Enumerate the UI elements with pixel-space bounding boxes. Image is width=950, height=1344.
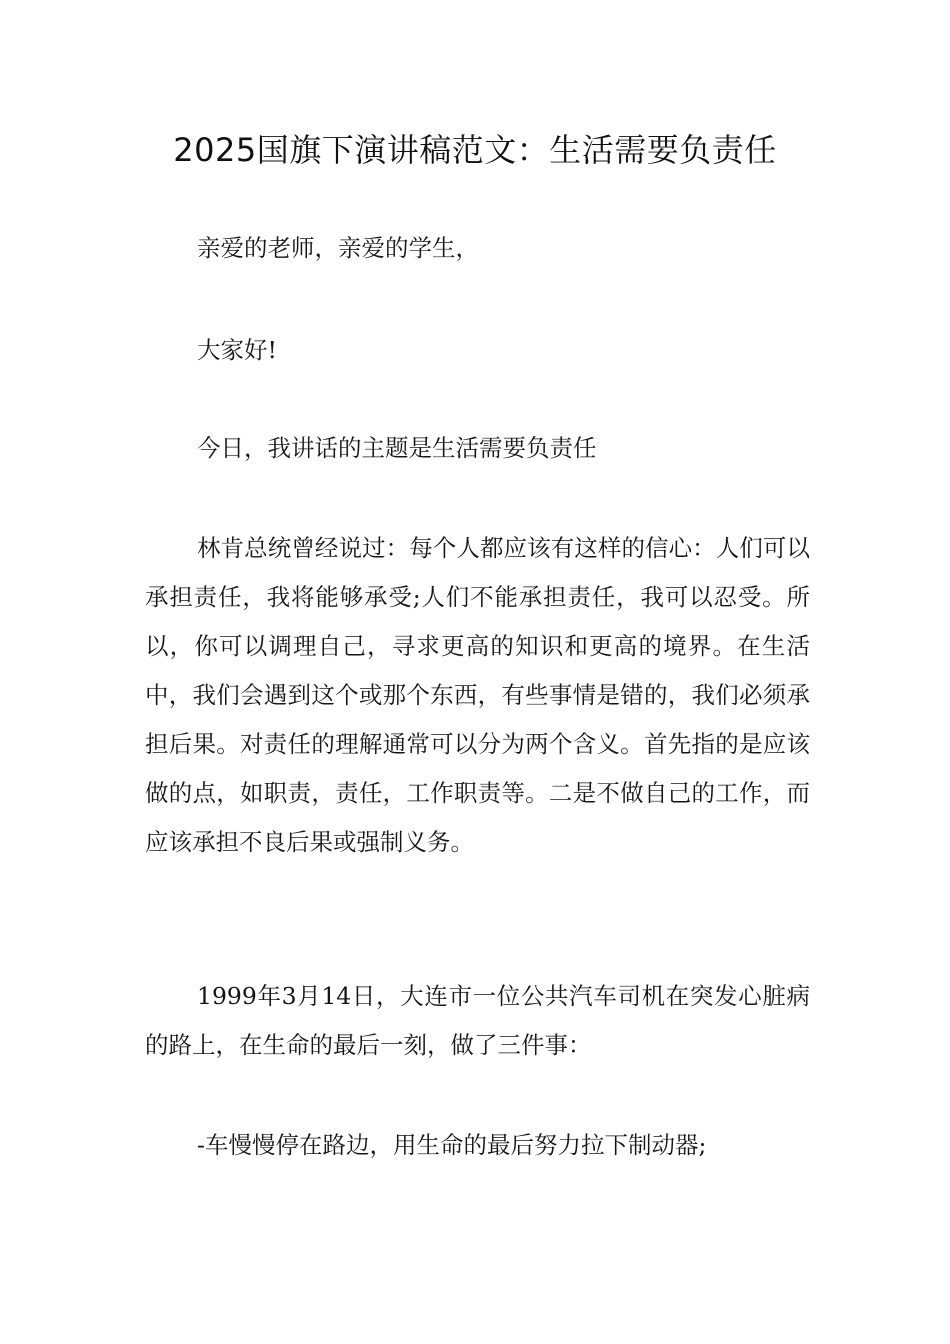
paragraph-greeting: 亲爱的老师，亲爱的学生，: [197, 234, 479, 262]
document-title: 2025国旗下演讲稿范文：生活需要负责任: [173, 131, 777, 169]
paragraph-first-action: -车慢慢停在路边，用生命的最后努力拉下制动器;: [197, 1131, 707, 1159]
paragraph-bus-driver: 1999年3月14日，大连市一位公共汽车司机在突发心脏病的路上，在生命的最后一刻，做了三件事：: [145, 982, 810, 1059]
paragraph-topic: 今日，我讲话的主题是生活需要负责任: [197, 434, 597, 462]
paragraph-lincoln: 林肯总统曾经说过：每个人都应该有这样的信心：人们可以承担责任，我将能够承受;人们不能承担责任，我可以忍受。所以，你可以调理自己，寻求更高的知识和更高的境界。在生活中，我们会遇到这个或那个东西，有些事情是错的，我们必须承担后果。对责任的理解通常可以分为两个含义。首先指的是应该做的点，如职责，责任，工作职责等。二是不做自己的工作，而应该承担不良后果或强制义务。: [145, 534, 810, 856]
paragraph-hello: 大家好!: [197, 336, 277, 364]
